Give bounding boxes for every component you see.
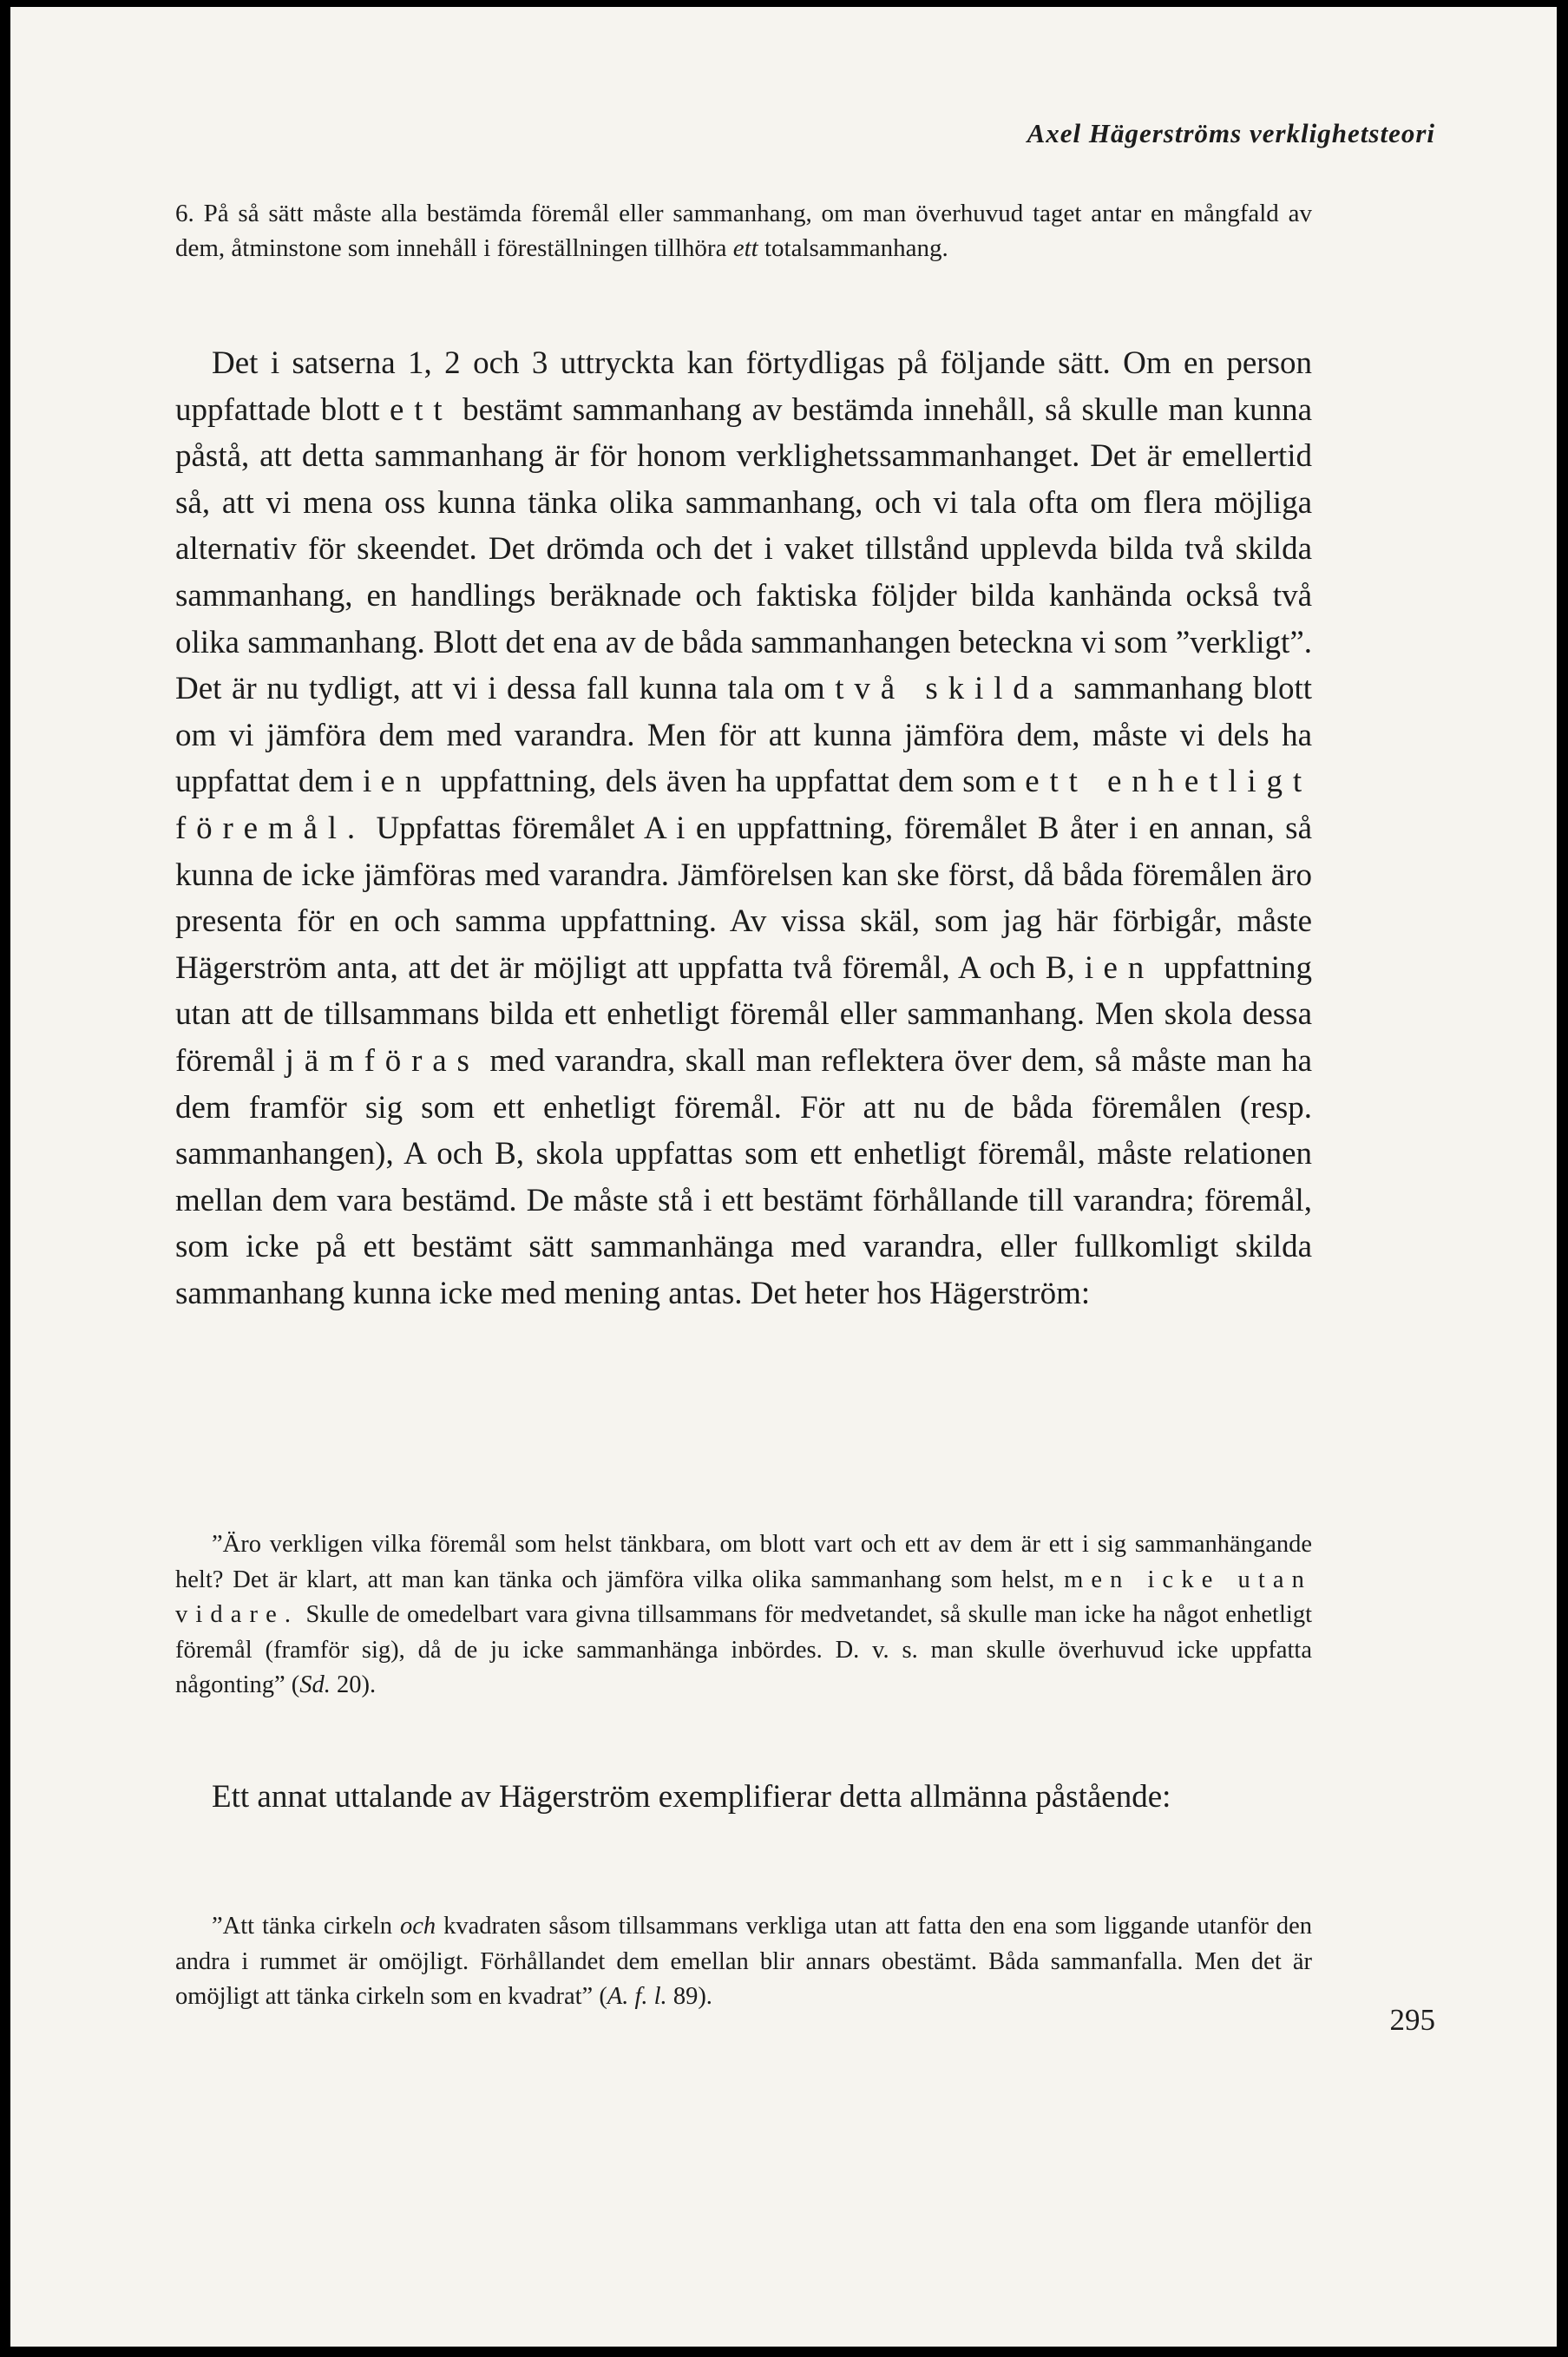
para1-text-3: sammanhang blott om vi jämföra dem med varandra. Men för att kunna jämföra dem, måste vi dels ha uppfattat dem i <box>175 671 1312 800</box>
para1-text-7: med varandra, skall man reflektera över dem, så måste man ha dem framför sig som ett enhetligt föremål. För att nu de båda föremålen (resp. sammanhangen), A och B, skola uppfattas som ett enhetligt föremål, måste relationen mellan dem vara bestämd. De måste stå i ett bestämt förhållande till varandra; föremål, som icke på ett bestämt sätt sammanhänga med varandra, eller fullkomligt skilda sammanhang kunna icke med mening antas. Det heter hos Hägerström: <box>175 1042 1312 1311</box>
quote1-text-1: ”Äro verkligen vilka föremål som helst tänkbara, om blott vart och ett av dem är ett i sig sammanhängande helt? Det är klart, att man kan tänka och jämföra vilka olika sammanhang som helst, <box>175 1531 1312 1593</box>
thesis-text-b: totalsammanhang. <box>758 234 948 262</box>
para2-text: Ett annat uttalande av Hägerström exemplifierar detta allmänna påstående: <box>212 1779 1171 1815</box>
thesis-text-a: 6. På så sätt måste alla bestämda föremål eller sammanhang, om man överhuvud taget antar en mångfald av dem, åtminstone som innehåll i föreställningen tillhöra <box>175 200 1312 262</box>
thesis-emphasis: ett <box>732 234 758 262</box>
para1-spaced-6: jämföras <box>285 1042 480 1079</box>
body-paragraph-1 <box>175 340 1312 1316</box>
book-page <box>10 7 1557 2347</box>
para1-text-6: uppfattning utan att de tillsammans bilda ett enhetligt föremål eller sammanhang. Men skola dessa föremål <box>175 949 1312 1079</box>
quote1-text-2: Skulle de omedelbart vara givna tillsammans för medvetandet, så skulle man icke ha något enhetligt föremål (framför sig), då de ju icke sammanhänga inbördes. D. v. s. man skulle överhuvud icke uppfatta någonting” ( <box>175 1601 1312 1698</box>
quote2-text-3: 89). <box>666 1983 712 2010</box>
block-quote-2 <box>175 1909 1312 2015</box>
page-number: 295 <box>1389 2003 1435 2037</box>
para1-text-2: bestämt sammanhang av bestämda innehåll, så skulle man kunna påstå, att detta sammanhang är för honom verklighetssammanhanget. Det är emellertid så, att vi mena oss kunna tänka olika sammanhang, och vi tala ofta om flera möjliga alternativ för skeendet. Det drömda och det i vaket tillstånd upplevda bilda två skilda sammanhang, en handlings beräknade och faktiska följder bilda kanhända också två olika sammanhang. Blott det ena av de båda sammanhangen beteckna vi som ”verkligt”. Det är nu tydligt, att vi i dessa fall kunna tala om <box>175 391 1312 707</box>
para1-spaced-4: ett enhetligt föremål. <box>175 764 1312 846</box>
quote2-italic: och <box>399 1913 436 1940</box>
para1-spaced-2: två skilda <box>835 671 1064 707</box>
quote1-spaced: men icke utan vidare. <box>175 1566 1312 1628</box>
quote2-text-2: kvadraten såsom tillsammans verkliga utan att fatta den ena som liggande utanför den andra i rummet är omöjligt. Förhållandet dem emellan blir annars obestämt. Båda sammanfalla. Men det är omöjligt att tänka cirkeln som en kvadrat” ( <box>175 1913 1312 2010</box>
body-paragraph-2 <box>175 1773 1312 1821</box>
block-quote-1 <box>175 1527 1312 1704</box>
para1-text-1: Det i satserna 1, 2 och 3 uttryckta kan förtydligas på följande sätt. Om en person uppfattade blott <box>175 345 1312 428</box>
para1-spaced-3: en <box>380 764 432 800</box>
quote2-text-1: ”Att tänka cirkeln <box>212 1913 400 1940</box>
para1-spaced-1: ett <box>390 391 453 428</box>
running-header: Axel Hägerströms verklighetsteori <box>1027 118 1435 148</box>
para1-text-4: uppfattning, dels även ha uppfattat dem som <box>431 764 1026 800</box>
para1-spaced-5: en <box>1103 949 1155 986</box>
thesis-6 <box>175 196 1312 266</box>
quote2-reference: A. f. l. <box>607 1983 667 2010</box>
para1-text-5: Uppfattas föremålet A i en uppfattning, föremålet B åter i en annan, så kunna de icke jämföras med varandra. Jämförelsen kan ske först, då båda föremålen äro presenta för en och samma uppfattning. Av vissa skäl, som jag här förbigår, måste Hägerström anta, att det är möjligt att uppfatta två föremål, A och B, i <box>175 810 1312 986</box>
quote1-text-3: 20). <box>330 1671 377 1698</box>
quote1-reference: Sd. <box>299 1671 331 1698</box>
